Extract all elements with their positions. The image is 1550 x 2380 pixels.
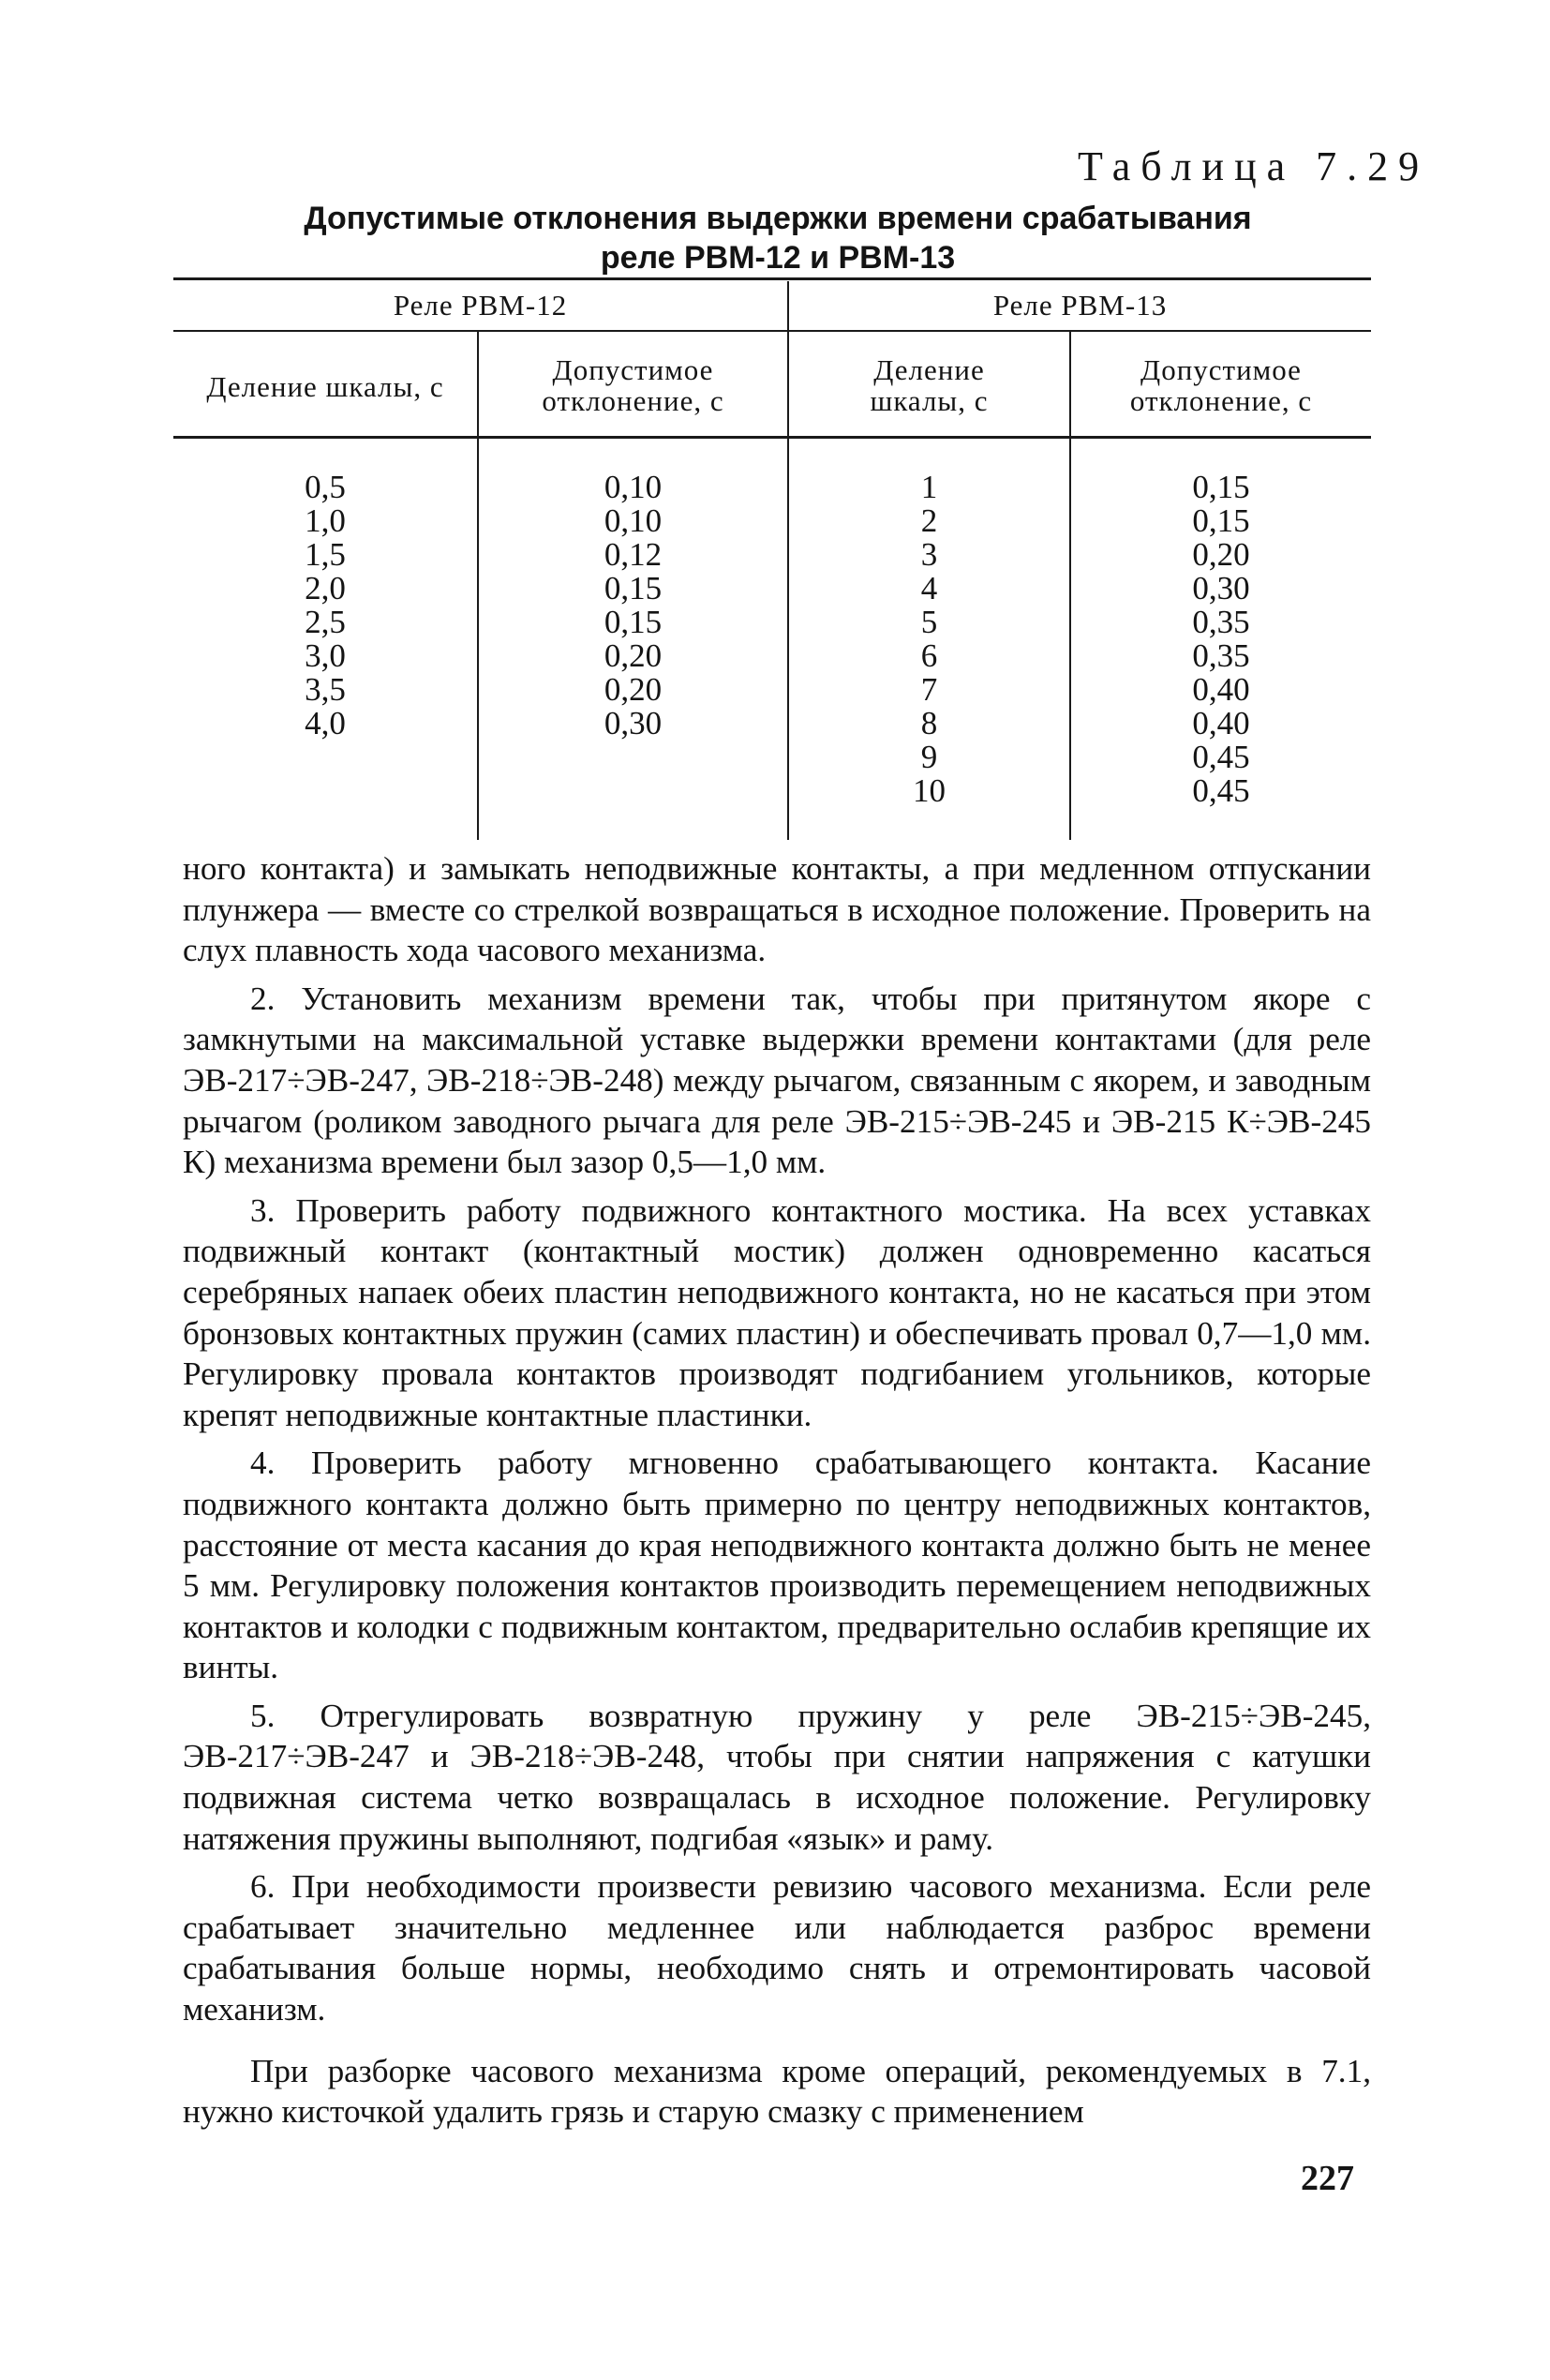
column-rvm12-deviation xyxy=(479,471,787,741)
table-title xyxy=(187,199,1368,277)
column-rvm13-deviation xyxy=(1071,471,1371,808)
table-cell: 0,40 xyxy=(1192,705,1250,741)
table-cell: 0,5 xyxy=(305,469,346,505)
table-cell: 0,20 xyxy=(1192,536,1250,573)
table-cell: 0,45 xyxy=(1192,739,1250,775)
table-cell: 0,12 xyxy=(604,536,663,573)
table-cell: 7 xyxy=(920,671,938,708)
table-cell: 0,35 xyxy=(1192,637,1250,674)
paragraph-2: 2. Установить механизм времени так, чтобы при притянутом якоре с замкнутыми на максимальной уставке выдержки времени контактами (для реле ЭВ-217÷ЭВ-247, ЭВ-218÷ЭВ-248) между рычагом, связанным с якорем, и заводным рычагом (роликом заводного рычага для реле ЭВ-215÷ЭВ-245 и ЭВ-215 К÷ЭВ-245 К) механизма времени был зазор 0,5—1,0 мм. xyxy=(183,980,1371,1181)
table-cell: 3,0 xyxy=(305,637,346,674)
col-header-scale-rvm12: Деление шкалы, с xyxy=(206,370,444,403)
table-cell: 4,0 xyxy=(305,705,346,741)
table-cell: 0,15 xyxy=(604,570,663,606)
table-cell: 6 xyxy=(920,637,938,674)
paragraph-continuation: ного контакта) и замыкать неподвижные контакты, а при медленном отпускании плунжера — вместе со стрелкой возвращаться в исходное положение. Проверить на слух плавность хода часового механизма. xyxy=(183,850,1371,969)
table-cell: 10 xyxy=(913,772,946,809)
table-cell: 0,45 xyxy=(1192,772,1250,809)
column-header-rule xyxy=(173,436,1371,439)
paragraph-3: 3. Проверить работу подвижного контактного мостика. На всех уставках подвижный контакт (контактный мостик) должен одновременно касаться серебряных напаек обеих пластин неподвижного контакта, но не касаться при этом бронзовых контактных пружин (самих пластин) и обеспечивать провал 0,7—1,0 мм. Регулировку провала контактов производят подгибанием угольников, которые крепят неподвижные контактные пластинки. xyxy=(183,1191,1371,1433)
paragraph-7: При разборке часового механизма кроме операций, рекомендуемых в 7.1, нужно кисточкой удалить грязь и старую смазку с применением xyxy=(183,2052,1371,2131)
table-cell: 5 xyxy=(920,604,938,640)
table-cell: 1 xyxy=(920,469,938,505)
table-cell: 2 xyxy=(920,502,938,539)
table-cell: 3,5 xyxy=(305,671,346,708)
col-header-deviation-rvm12-line-1: Допустимое xyxy=(552,353,714,386)
table-title-line-1: Допустимые отклонения выдержки времени срабатывания xyxy=(304,201,1252,236)
col-header-deviation-rvm12-line-2: отклонение, с xyxy=(542,384,724,417)
group-header-rule xyxy=(173,330,1371,332)
page-number: 227 xyxy=(1301,2159,1354,2198)
table-cell: 0,30 xyxy=(604,705,663,741)
table-cell: 0,15 xyxy=(1192,502,1250,539)
table-title-line-2: реле РВМ-12 и РВМ-13 xyxy=(600,240,956,276)
group-header-rvm12: Реле РВМ-12 xyxy=(393,289,568,322)
col-header-deviation-rvm13-line-1: Допустимое xyxy=(1140,353,1302,386)
column-rvm13-scale xyxy=(789,471,1069,808)
table-cell: 0,40 xyxy=(1192,671,1250,708)
table-label: Таблица 7.29 xyxy=(1078,143,1430,189)
col-header-scale-rvm13-line-1: Деление xyxy=(873,353,985,386)
col-header-deviation-rvm13-line-2: отклонение, с xyxy=(1129,384,1313,417)
table-cell: 0,15 xyxy=(604,604,663,640)
table-cell: 0,35 xyxy=(1192,604,1250,640)
col-header-deviation-rvm12 xyxy=(479,354,787,416)
col-header-deviation-rvm13 xyxy=(1071,354,1371,416)
table-cell: 0,10 xyxy=(604,502,663,539)
table-cell: 8 xyxy=(920,705,938,741)
table-cell: 2,0 xyxy=(305,570,346,606)
table-cell: 0,20 xyxy=(604,671,663,708)
col-header-scale-rvm13-line-2: шкалы, с xyxy=(870,384,989,417)
col-header-scale-rvm13 xyxy=(789,354,1069,416)
table-cell: 2,5 xyxy=(305,604,346,640)
table-cell: 0,15 xyxy=(1192,469,1250,505)
table-cell: 9 xyxy=(920,739,938,775)
paragraph-5: 5. Отрегулировать возвратную пружину у реле ЭВ-215÷ЭВ-245, ЭВ-217÷ЭВ-247 и ЭВ-218÷ЭВ-248, чтобы при снятии напряжения с катушки подвижная система четко возвращалась в исходное положение. Регулировку натяжения пружины выполняют, подгибая «язык» и раму. xyxy=(183,1697,1371,1857)
table-cell: 3 xyxy=(920,536,938,573)
table-cell: 0,20 xyxy=(604,637,663,674)
paragraph-4: 4. Проверить работу мгновенно срабатывающего контакта. Касание подвижного контакта должно быть примерно по центру неподвижных контактов, расстояние от места касания до края неподвижного контакта должно быть не менее 5 мм. Регулировку положения контактов производить перемещением неподвижных контактов и колодки с подвижным контактом, предварительно ослабив крепящие их винты. xyxy=(183,1444,1371,1686)
table-cell: 1,5 xyxy=(305,536,346,573)
column-rvm12-scale xyxy=(173,471,477,741)
body-text xyxy=(183,848,1371,2133)
group-header-rvm13: Реле РВМ-13 xyxy=(992,289,1168,322)
paragraph-6: 6. При необходимости произвести ревизию часового механизма. Если реле срабатывает значительно медленнее или наблюдается разброс времени срабатывания больше нормы, необходимо снять и отремонтировать часовой механизм. xyxy=(183,1868,1371,2028)
table-cell: 0,30 xyxy=(1192,570,1250,606)
table-cell: 1,0 xyxy=(305,502,346,539)
table-cell: 4 xyxy=(920,570,938,606)
table-top-rule xyxy=(173,277,1371,280)
table-cell: 0,10 xyxy=(604,469,663,505)
